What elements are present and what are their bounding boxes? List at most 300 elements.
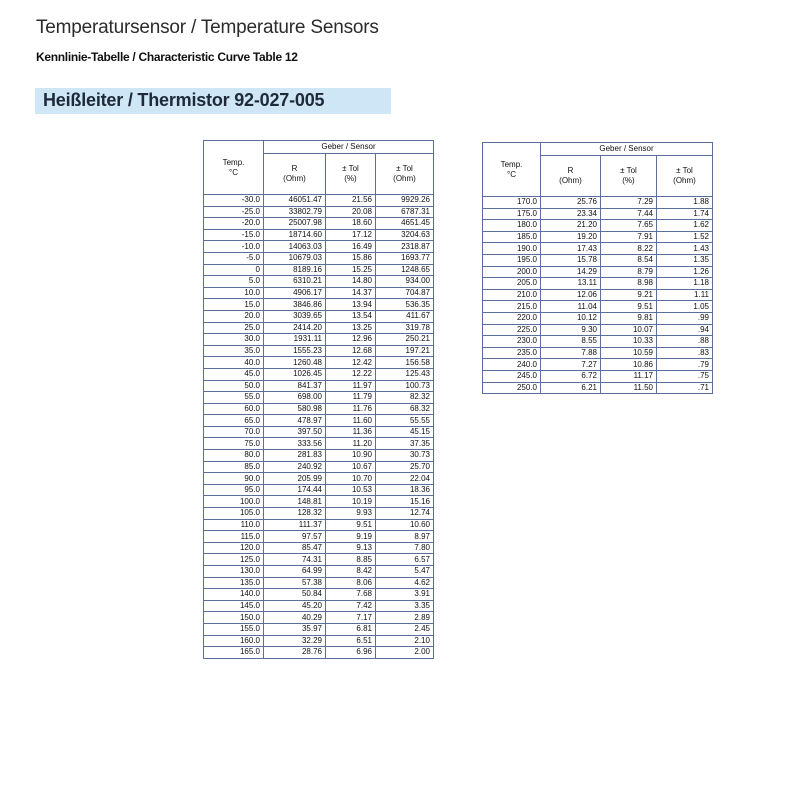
table-row [483, 347, 713, 359]
cell-temp: 15.0 [204, 299, 264, 311]
cell-tol-percent: 16.49 [326, 241, 376, 253]
cell-tol-ohm: 68.32 [376, 403, 434, 415]
table-row [204, 450, 434, 462]
cell-temp: 70.0 [204, 426, 264, 438]
table-row [204, 566, 434, 578]
cell-tol-ohm: 1.26 [657, 266, 713, 278]
cell-temp: 30.0 [204, 334, 264, 346]
cell-tol-ohm: .88 [657, 336, 713, 348]
cell-temp: 80.0 [204, 450, 264, 462]
cell-tol-percent: 10.59 [601, 347, 657, 359]
cell-tol-percent: 9.19 [326, 531, 376, 543]
cell-tol-percent: 10.07 [601, 324, 657, 336]
cell-tol-ohm: 2.45 [376, 623, 434, 635]
cell-resistance: 14063.03 [264, 241, 326, 253]
cell-resistance: 333.56 [264, 438, 326, 450]
cell-resistance: 8189.16 [264, 264, 326, 276]
cell-tol-percent: 11.36 [326, 426, 376, 438]
section-banner [35, 88, 391, 114]
cell-resistance: 174.44 [264, 484, 326, 496]
table-row [483, 370, 713, 382]
cell-tol-percent: 10.86 [601, 359, 657, 371]
cell-tol-ohm: 4.62 [376, 577, 434, 589]
cell-temp: 130.0 [204, 566, 264, 578]
cell-tol-ohm: 3.35 [376, 600, 434, 612]
cell-tol-ohm: 2.89 [376, 612, 434, 624]
cell-tol-percent: 11.50 [601, 382, 657, 394]
cell-resistance: 8.55 [541, 336, 601, 348]
cell-tol-percent: 7.68 [326, 589, 376, 601]
cell-resistance: 19.20 [541, 231, 601, 243]
cell-resistance: 10679.03 [264, 252, 326, 264]
cell-resistance: 14.29 [541, 266, 601, 278]
cell-tol-ohm: 12.74 [376, 508, 434, 520]
cell-temp: 195.0 [483, 254, 541, 266]
table-row [204, 426, 434, 438]
header-sensor-group: Geber / Sensor [541, 143, 713, 156]
cell-tol-percent: 11.76 [326, 403, 376, 415]
cell-tol-percent: 7.65 [601, 220, 657, 232]
header-resistance: R (Ohm) [541, 156, 601, 197]
cell-temp: 75.0 [204, 438, 264, 450]
cell-temp: 125.0 [204, 554, 264, 566]
cell-resistance: 23.34 [541, 208, 601, 220]
cell-resistance: 7.27 [541, 359, 601, 371]
cell-temp: 140.0 [204, 589, 264, 601]
cell-tol-percent: 9.93 [326, 508, 376, 520]
cell-tol-ohm: 1.62 [657, 220, 713, 232]
table-row [204, 276, 434, 288]
table-row [204, 392, 434, 404]
characteristic-table-2 [482, 142, 713, 394]
table-row [483, 359, 713, 371]
cell-tol-percent: 12.96 [326, 334, 376, 346]
cell-temp: 45.0 [204, 368, 264, 380]
cell-temp: 55.0 [204, 392, 264, 404]
table-row [204, 612, 434, 624]
table-row [204, 252, 434, 264]
cell-tol-ohm: 1693.77 [376, 252, 434, 264]
cell-temp: 35.0 [204, 345, 264, 357]
cell-temp: -5.0 [204, 252, 264, 264]
cell-resistance: 4906.17 [264, 287, 326, 299]
cell-resistance: 18714.60 [264, 229, 326, 241]
cell-tol-percent: 7.91 [601, 231, 657, 243]
cell-tol-ohm: 934.00 [376, 276, 434, 288]
table-row [204, 345, 434, 357]
cell-resistance: 32.29 [264, 635, 326, 647]
cell-resistance: 478.97 [264, 415, 326, 427]
cell-tol-percent: 9.51 [326, 519, 376, 531]
table-row [483, 382, 713, 394]
table-row [483, 254, 713, 266]
table-row [483, 231, 713, 243]
cell-temp: 85.0 [204, 461, 264, 473]
table-row [483, 312, 713, 324]
cell-tol-ohm: 15.16 [376, 496, 434, 508]
cell-resistance: 3846.86 [264, 299, 326, 311]
characteristic-table-1 [203, 140, 434, 659]
cell-tol-ohm: 4651.45 [376, 218, 434, 230]
cell-temp: -15.0 [204, 229, 264, 241]
cell-temp: 50.0 [204, 380, 264, 392]
table-row [204, 577, 434, 589]
table-row [204, 635, 434, 647]
cell-resistance: 74.31 [264, 554, 326, 566]
cell-resistance: 6.72 [541, 370, 601, 382]
cell-temp: 165.0 [204, 647, 264, 659]
cell-resistance: 128.32 [264, 508, 326, 520]
cell-tol-ohm: 37.35 [376, 438, 434, 450]
cell-resistance: 205.99 [264, 473, 326, 485]
table-row [204, 438, 434, 450]
cell-tol-ohm: 2.00 [376, 647, 434, 659]
cell-resistance: 397.50 [264, 426, 326, 438]
table-row [483, 278, 713, 290]
cell-tol-percent: 9.51 [601, 301, 657, 313]
cell-temp: 135.0 [204, 577, 264, 589]
table-row [204, 403, 434, 415]
cell-resistance: 698.00 [264, 392, 326, 404]
table-row [483, 324, 713, 336]
cell-temp: 20.0 [204, 310, 264, 322]
cell-tol-percent: 14.80 [326, 276, 376, 288]
cell-resistance: 25007.98 [264, 218, 326, 230]
cell-tol-percent: 13.25 [326, 322, 376, 334]
cell-temp: 5.0 [204, 276, 264, 288]
cell-tol-ohm: 2.10 [376, 635, 434, 647]
cell-resistance: 1555.23 [264, 345, 326, 357]
cell-resistance: 2414.20 [264, 322, 326, 334]
table-row [204, 380, 434, 392]
cell-resistance: 111.37 [264, 519, 326, 531]
cell-tol-ohm: 250.21 [376, 334, 434, 346]
cell-tol-percent: 9.21 [601, 289, 657, 301]
cell-tol-percent: 7.44 [601, 208, 657, 220]
cell-tol-ohm: 1.11 [657, 289, 713, 301]
header-sensor-group: Geber / Sensor [264, 141, 434, 154]
cell-resistance: 40.29 [264, 612, 326, 624]
cell-tol-percent: 13.94 [326, 299, 376, 311]
table-row [204, 415, 434, 427]
cell-resistance: 64.99 [264, 566, 326, 578]
cell-resistance: 841.37 [264, 380, 326, 392]
cell-temp: 210.0 [483, 289, 541, 301]
cell-tol-percent: 12.42 [326, 357, 376, 369]
table-row [483, 336, 713, 348]
table-row [204, 357, 434, 369]
cell-tol-ohm: 55.55 [376, 415, 434, 427]
cell-resistance: 21.20 [541, 220, 601, 232]
table-row [204, 195, 434, 207]
cell-tol-ohm: 1.52 [657, 231, 713, 243]
cell-tol-ohm: 2318.87 [376, 241, 434, 253]
table-row [204, 473, 434, 485]
table-row [483, 289, 713, 301]
cell-resistance: 45.20 [264, 600, 326, 612]
cell-temp: 10.0 [204, 287, 264, 299]
cell-tol-ohm: 197.21 [376, 345, 434, 357]
cell-tol-percent: 10.53 [326, 484, 376, 496]
cell-tol-ohm: 1.74 [657, 208, 713, 220]
cell-tol-ohm: 9929.26 [376, 195, 434, 207]
table-row [204, 334, 434, 346]
cell-temp: 40.0 [204, 357, 264, 369]
cell-tol-percent: 12.68 [326, 345, 376, 357]
cell-resistance: 10.12 [541, 312, 601, 324]
cell-tol-percent: 11.20 [326, 438, 376, 450]
cell-tol-ohm: 8.97 [376, 531, 434, 543]
table-row [204, 484, 434, 496]
cell-temp: 205.0 [483, 278, 541, 290]
cell-tol-ohm: 10.60 [376, 519, 434, 531]
cell-tol-percent: 11.97 [326, 380, 376, 392]
cell-resistance: 240.92 [264, 461, 326, 473]
cell-temp: -20.0 [204, 218, 264, 230]
cell-tol-percent: 10.33 [601, 336, 657, 348]
table-row [204, 218, 434, 230]
cell-tol-ohm: 3.91 [376, 589, 434, 601]
cell-temp: 235.0 [483, 347, 541, 359]
cell-resistance: 6310.21 [264, 276, 326, 288]
cell-tol-ohm: 125.43 [376, 368, 434, 380]
cell-resistance: 3039.65 [264, 310, 326, 322]
table-row [204, 241, 434, 253]
header-tol-ohm: ± Tol (Ohm) [376, 154, 434, 195]
cell-temp: 120.0 [204, 542, 264, 554]
cell-tol-ohm: 18.36 [376, 484, 434, 496]
cell-temp: 220.0 [483, 312, 541, 324]
cell-tol-ohm: 1.43 [657, 243, 713, 255]
cell-tol-percent: 8.79 [601, 266, 657, 278]
cell-tol-ohm: 30.73 [376, 450, 434, 462]
cell-resistance: 1260.48 [264, 357, 326, 369]
cell-tol-percent: 10.70 [326, 473, 376, 485]
cell-tol-percent: 6.96 [326, 647, 376, 659]
cell-tol-ohm: .71 [657, 382, 713, 394]
cell-temp: 230.0 [483, 336, 541, 348]
header-resistance: R (Ohm) [264, 154, 326, 195]
cell-temp: -30.0 [204, 195, 264, 207]
table-row [204, 542, 434, 554]
cell-temp: 95.0 [204, 484, 264, 496]
cell-resistance: 17.43 [541, 243, 601, 255]
table-row [204, 368, 434, 380]
cell-tol-percent: 8.98 [601, 278, 657, 290]
table-row [204, 496, 434, 508]
cell-resistance: 85.47 [264, 542, 326, 554]
cell-tol-percent: 7.17 [326, 612, 376, 624]
table-row [204, 589, 434, 601]
cell-tol-ohm: 411.67 [376, 310, 434, 322]
cell-resistance: 46051.47 [264, 195, 326, 207]
cell-temp: 65.0 [204, 415, 264, 427]
header-tol-percent: ± Tol (%) [326, 154, 376, 195]
header-temp: Temp. °C [204, 141, 264, 195]
cell-temp: 215.0 [483, 301, 541, 313]
cell-tol-percent: 21.56 [326, 195, 376, 207]
table-row [204, 623, 434, 635]
cell-temp: 0 [204, 264, 264, 276]
cell-temp: 155.0 [204, 623, 264, 635]
header-tol-percent: ± Tol (%) [601, 156, 657, 197]
cell-tol-ohm: 100.73 [376, 380, 434, 392]
cell-temp: 160.0 [204, 635, 264, 647]
cell-temp: 90.0 [204, 473, 264, 485]
cell-temp: 200.0 [483, 266, 541, 278]
cell-temp: 225.0 [483, 324, 541, 336]
table-row [204, 206, 434, 218]
table-row [483, 208, 713, 220]
cell-resistance: 57.38 [264, 577, 326, 589]
cell-tol-ohm: 45.15 [376, 426, 434, 438]
cell-tol-ohm: 6.57 [376, 554, 434, 566]
cell-temp: 25.0 [204, 322, 264, 334]
cell-tol-ohm: 156.58 [376, 357, 434, 369]
cell-tol-ohm: .94 [657, 324, 713, 336]
cell-tol-percent: 20.08 [326, 206, 376, 218]
cell-tol-percent: 10.19 [326, 496, 376, 508]
cell-resistance: 33802.79 [264, 206, 326, 218]
cell-resistance: 13.11 [541, 278, 601, 290]
cell-resistance: 25.76 [541, 197, 601, 209]
table-row [483, 220, 713, 232]
table-row [204, 508, 434, 520]
cell-temp: 110.0 [204, 519, 264, 531]
cell-tol-ohm: .99 [657, 312, 713, 324]
cell-tol-ohm: .75 [657, 370, 713, 382]
cell-resistance: 7.88 [541, 347, 601, 359]
cell-tol-percent: 10.67 [326, 461, 376, 473]
table-row [204, 531, 434, 543]
page-subtitle: Kennlinie-Tabelle / Characteristic Curve Table 12 [36, 50, 298, 64]
cell-tol-percent: 8.85 [326, 554, 376, 566]
cell-resistance: 50.84 [264, 589, 326, 601]
cell-temp: 100.0 [204, 496, 264, 508]
cell-resistance: 580.98 [264, 403, 326, 415]
cell-tol-ohm: 7.80 [376, 542, 434, 554]
cell-temp: -10.0 [204, 241, 264, 253]
cell-tol-percent: 18.60 [326, 218, 376, 230]
cell-tol-percent: 8.54 [601, 254, 657, 266]
table-row [204, 264, 434, 276]
cell-tol-percent: 15.25 [326, 264, 376, 276]
cell-tol-ohm: 1.88 [657, 197, 713, 209]
cell-temp: 150.0 [204, 612, 264, 624]
table-row [204, 554, 434, 566]
table-row [483, 243, 713, 255]
cell-resistance: 15.78 [541, 254, 601, 266]
cell-temp: 105.0 [204, 508, 264, 520]
cell-tol-ohm: 1248.65 [376, 264, 434, 276]
cell-resistance: 1026.45 [264, 368, 326, 380]
cell-tol-percent: 6.81 [326, 623, 376, 635]
cell-tol-ohm: 536.35 [376, 299, 434, 311]
cell-tol-percent: 10.90 [326, 450, 376, 462]
cell-tol-ohm: 5.47 [376, 566, 434, 578]
cell-tol-percent: 8.42 [326, 566, 376, 578]
table-row [204, 229, 434, 241]
cell-tol-percent: 17.12 [326, 229, 376, 241]
cell-tol-percent: 7.29 [601, 197, 657, 209]
table-row [483, 197, 713, 209]
cell-tol-percent: 13.54 [326, 310, 376, 322]
cell-tol-percent: 9.81 [601, 312, 657, 324]
cell-tol-percent: 7.42 [326, 600, 376, 612]
table-row [204, 461, 434, 473]
cell-temp: 145.0 [204, 600, 264, 612]
cell-tol-ohm: 1.05 [657, 301, 713, 313]
cell-temp: 115.0 [204, 531, 264, 543]
cell-tol-ohm: 1.18 [657, 278, 713, 290]
cell-resistance: 97.57 [264, 531, 326, 543]
table-row [204, 322, 434, 334]
cell-tol-percent: 14.37 [326, 287, 376, 299]
cell-resistance: 6.21 [541, 382, 601, 394]
cell-temp: 190.0 [483, 243, 541, 255]
cell-resistance: 12.06 [541, 289, 601, 301]
cell-tol-percent: 12.22 [326, 368, 376, 380]
table-row [483, 301, 713, 313]
table-row [204, 287, 434, 299]
cell-tol-percent: 8.06 [326, 577, 376, 589]
cell-temp: 250.0 [483, 382, 541, 394]
cell-tol-ohm: 319.78 [376, 322, 434, 334]
cell-resistance: 1931.11 [264, 334, 326, 346]
table-row [483, 266, 713, 278]
table-row [204, 310, 434, 322]
cell-temp: 60.0 [204, 403, 264, 415]
cell-temp: -25.0 [204, 206, 264, 218]
cell-tol-percent: 11.79 [326, 392, 376, 404]
cell-resistance: 11.04 [541, 301, 601, 313]
cell-resistance: 9.30 [541, 324, 601, 336]
header-temp: Temp. °C [483, 143, 541, 197]
cell-tol-ohm: 82.32 [376, 392, 434, 404]
header-tol-ohm: ± Tol (Ohm) [657, 156, 713, 197]
cell-resistance: 28.76 [264, 647, 326, 659]
table-row [204, 647, 434, 659]
cell-tol-percent: 6.51 [326, 635, 376, 647]
cell-tol-ohm: 3204.63 [376, 229, 434, 241]
cell-tol-ohm: .83 [657, 347, 713, 359]
cell-temp: 175.0 [483, 208, 541, 220]
cell-tol-ohm: 704.87 [376, 287, 434, 299]
table-row [204, 519, 434, 531]
cell-temp: 170.0 [483, 197, 541, 209]
cell-resistance: 148.81 [264, 496, 326, 508]
cell-tol-percent: 9.13 [326, 542, 376, 554]
section-banner-label: Heißleiter / Thermistor 92-027-005 [43, 90, 325, 110]
cell-tol-ohm: .79 [657, 359, 713, 371]
cell-tol-percent: 11.17 [601, 370, 657, 382]
cell-tol-ohm: 22.04 [376, 473, 434, 485]
table-row [204, 299, 434, 311]
cell-tol-percent: 11.60 [326, 415, 376, 427]
table-row [204, 600, 434, 612]
cell-resistance: 281.83 [264, 450, 326, 462]
cell-tol-percent: 15.86 [326, 252, 376, 264]
cell-resistance: 35.97 [264, 623, 326, 635]
page-title: Temperatursensor / Temperature Sensors [36, 17, 379, 38]
cell-temp: 245.0 [483, 370, 541, 382]
cell-tol-ohm: 6787.31 [376, 206, 434, 218]
cell-temp: 185.0 [483, 231, 541, 243]
cell-temp: 240.0 [483, 359, 541, 371]
cell-temp: 180.0 [483, 220, 541, 232]
cell-tol-ohm: 1.35 [657, 254, 713, 266]
cell-tol-percent: 8.22 [601, 243, 657, 255]
